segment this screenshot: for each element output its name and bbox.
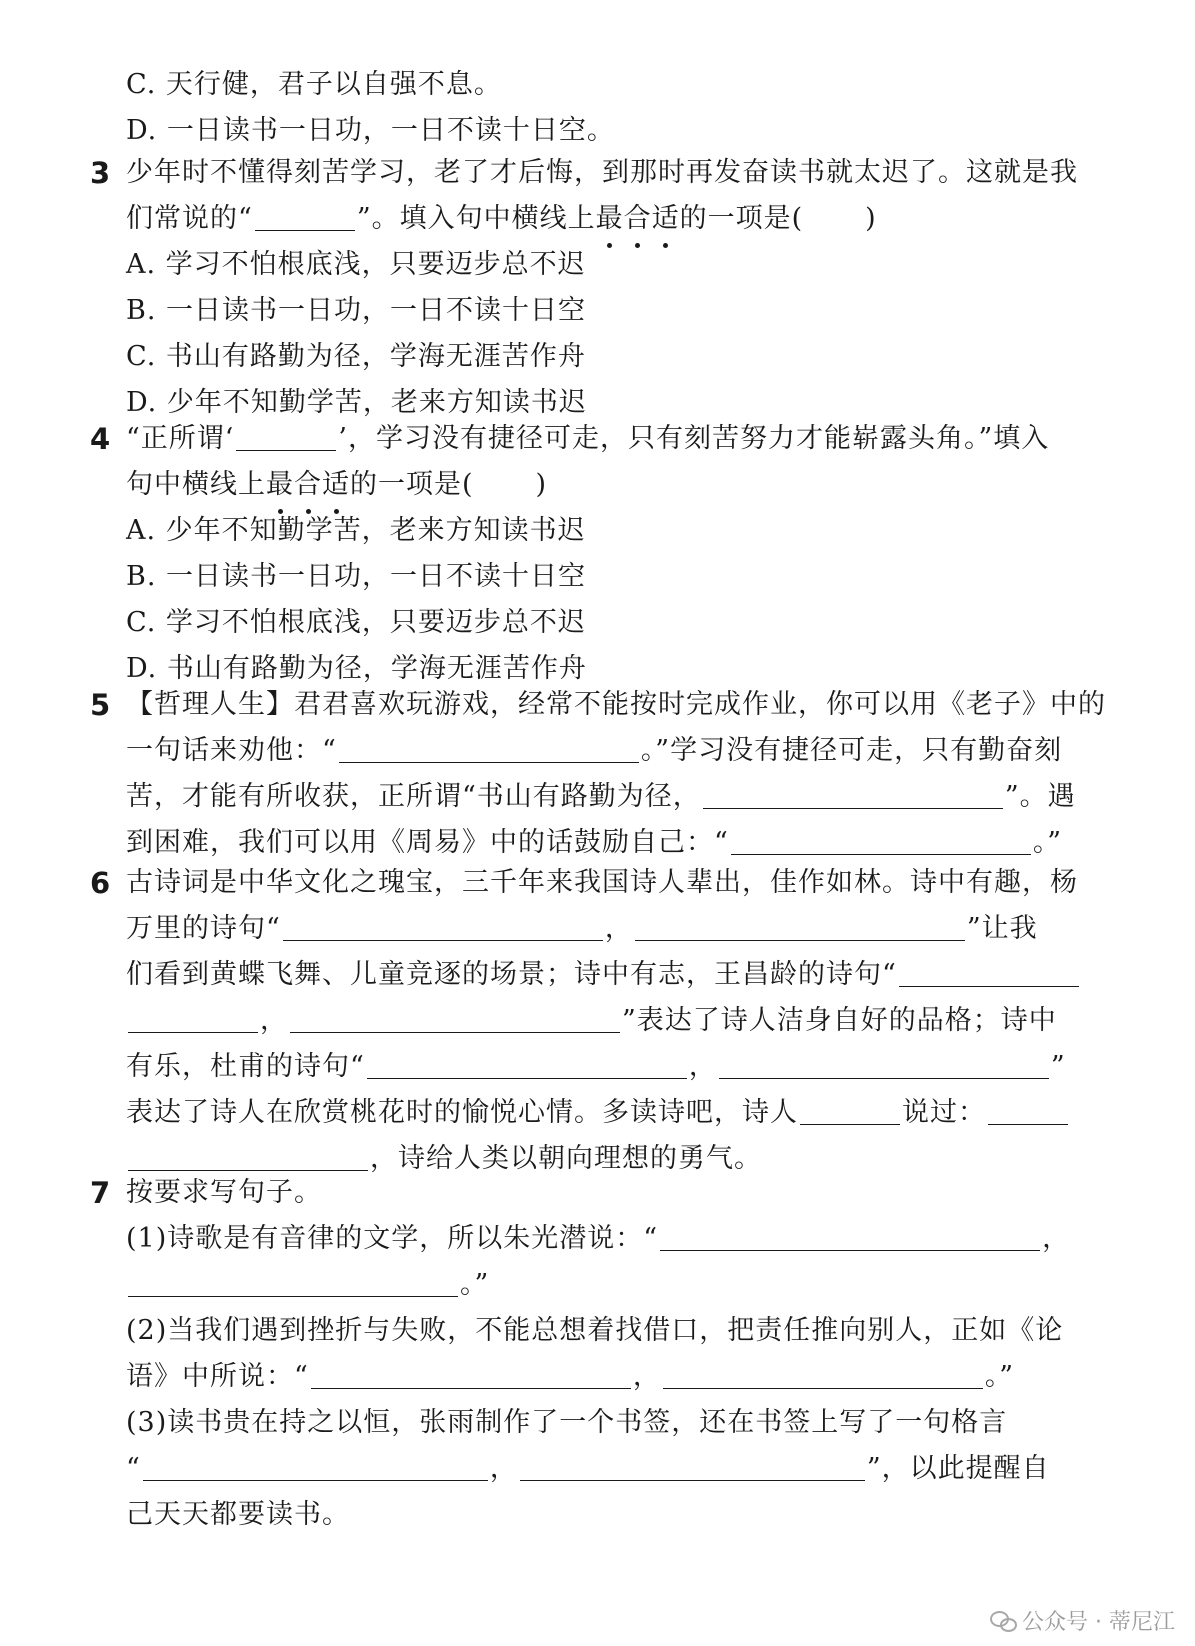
question-5 <box>90 682 1106 866</box>
q3-option-a[interactable]: A. 学习不怕根底浅，只要迈步总不迟 <box>126 249 586 280</box>
q4-text: 句中横线上 <box>126 469 266 500</box>
q7-p3-blank-1[interactable] <box>143 1450 488 1481</box>
question-number: 5 <box>90 688 111 722</box>
q4-text: “正所谓‘ <box>126 423 235 454</box>
emphasis-char: 最 <box>266 462 294 508</box>
q7-part-1-line-2 <box>126 1262 1090 1308</box>
q6-text: 有乐，杜甫的诗句“ <box>126 1051 365 1082</box>
question-4 <box>90 416 1090 692</box>
q2-option-d: D. 一日读书一日功，一日不读十日空。 <box>126 115 615 146</box>
q3-option-b[interactable]: B. 一日读书一日功，一日不读十日空 <box>126 295 587 326</box>
q6-line-5 <box>126 1044 1090 1090</box>
q6-text: ”表达了诗人洁身自好的品格；诗中 <box>622 1005 1057 1036</box>
q5-line-1: 【哲理人生】君君喜欢玩游戏，经常不能按时完成作业，你可以用《老子》中的 <box>126 689 1106 720</box>
q5-line-2 <box>126 728 1090 774</box>
q7-text: 语》中所说：“ <box>126 1361 309 1392</box>
q5-blank-1[interactable] <box>339 732 639 763</box>
q6-blank-2[interactable] <box>635 910 965 941</box>
q6-blank-1[interactable] <box>283 910 603 941</box>
q4-stem-line-1 <box>126 416 1090 462</box>
q6-text: 表达了诗人在欣赏桃花时的愉悦心情。多读诗吧，诗人 <box>126 1097 798 1128</box>
question-number: 7 <box>90 1176 111 1210</box>
q6-blank-5[interactable] <box>367 1048 687 1079</box>
q7-text: ， <box>632 1361 661 1392</box>
q6-blank-quote-cont[interactable] <box>128 1140 368 1171</box>
q6-blank-3-cont[interactable] <box>128 1002 258 1033</box>
q5-text: 苦，才能有所收获，正所谓“书山有路勤为径， <box>126 781 701 812</box>
q7-part-1-line-1 <box>126 1216 1090 1262</box>
q6-text: 说过： <box>902 1097 986 1128</box>
q6-line-6 <box>126 1090 1090 1136</box>
q7-part-3-line-3: 己天天都要读书。 <box>126 1499 350 1530</box>
q4-option-d[interactable]: D. 书山有路勤为径，学海无涯苦作舟 <box>126 653 587 684</box>
q6-blank-3[interactable] <box>899 956 1079 987</box>
q6-line-4 <box>126 998 1090 1044</box>
q6-text: ， <box>604 913 633 944</box>
emphasis-char: 适 <box>652 196 680 242</box>
q7-instruction: 按要求写句子。 <box>126 1177 322 1208</box>
q5-text: 。”学习没有捷径可走，只有勤奋刻 <box>640 735 1063 766</box>
q6-blank-4[interactable] <box>290 1002 620 1033</box>
q4-option-c[interactable]: C. 学习不怕根底浅，只要迈步总不迟 <box>126 607 586 638</box>
q6-line-3 <box>126 952 1090 998</box>
q6-line-2 <box>126 906 1090 952</box>
q7-part-2-line-2 <box>126 1354 1090 1400</box>
q6-line-1: 古诗词是中华文化之瑰宝，三千年来我国诗人辈出，佳作如林。诗中有趣，杨 <box>126 867 1078 898</box>
question-6 <box>90 860 1090 1182</box>
q7-text: ， <box>489 1453 518 1484</box>
q7-part-3-line-2 <box>126 1446 1090 1492</box>
q2-option-c: C. 天行健，君子以自强不息。 <box>126 69 502 100</box>
q5-text: ”。遇 <box>1004 781 1076 812</box>
q3-option-d[interactable]: D. 少年不知勤学苦，老来方知读书迟 <box>126 387 587 418</box>
q7-text: ， <box>1042 1223 1071 1254</box>
question-2-tail <box>90 62 1090 154</box>
watermark <box>990 1605 1175 1636</box>
q3-option-c[interactable]: C. 书山有路勤为径，学海无涯苦作舟 <box>126 341 586 372</box>
q7-part-2-line-1: (2)当我们遇到挫折与失败，不能总想着找借口，把责任推向别人，正如《论 <box>126 1315 1064 1346</box>
q3-stem-line-2 <box>126 196 1090 242</box>
question-3 <box>90 150 1090 426</box>
q7-p1-blank-2[interactable] <box>128 1266 458 1297</box>
q3-text: 的一项是( <box>679 203 804 234</box>
q3-stem-line-1: 少年时不懂得刻苦学习，老了才后悔，到那时再发奋读书就太迟了。这就是我 <box>126 157 1078 188</box>
q4-option-b[interactable]: B. 一日读书一日功，一日不读十日空 <box>126 561 587 592</box>
q3-fill-blank[interactable] <box>255 200 355 231</box>
emphasis-char: 合 <box>624 196 652 242</box>
q4-text: 的一项是( <box>350 469 474 500</box>
q6-text: ，诗给人类以朝向理想的勇气。 <box>370 1143 762 1174</box>
q5-blank-3[interactable] <box>731 824 1031 855</box>
emphasis-char: 合 <box>294 462 322 508</box>
q7-text: 。” <box>984 1361 1015 1392</box>
wechat-icon <box>990 1611 1016 1631</box>
q6-blank-quote[interactable] <box>988 1094 1068 1125</box>
q5-text: 到困难，我们可以用《周易》中的话鼓励自己：“ <box>126 827 729 858</box>
q6-text: 万里的诗句“ <box>126 913 281 944</box>
q7-p2-blank-2[interactable] <box>663 1358 983 1389</box>
q4-option-a[interactable]: A. 少年不知勤学苦，老来方知读书迟 <box>126 515 586 546</box>
q6-blank-6[interactable] <box>719 1048 1049 1079</box>
q4-fill-blank[interactable] <box>236 420 336 451</box>
q5-text: 一句话来劝他：“ <box>126 735 337 766</box>
q6-text: ， <box>260 1005 288 1036</box>
q3-text: ) <box>865 203 877 234</box>
emphasis-char: 最 <box>596 196 624 242</box>
q6-text: ， <box>688 1051 717 1082</box>
question-number: 3 <box>90 156 111 190</box>
question-number: 4 <box>90 422 111 456</box>
question-number: 6 <box>90 866 111 900</box>
q7-p3-blank-2[interactable] <box>520 1450 865 1481</box>
q3-text: ”。填入句中横线上 <box>356 203 596 234</box>
q7-text: ”，以此提醒自 <box>866 1453 1050 1484</box>
q4-text: ’，学习没有捷径可走，只有刻苦努力才能崭露头角。”填入 <box>338 423 1050 454</box>
q6-blank-poet[interactable] <box>800 1094 900 1125</box>
q7-text: 。” <box>460 1269 490 1300</box>
q7-p2-blank-1[interactable] <box>311 1358 631 1389</box>
q7-p1-blank-1[interactable] <box>660 1220 1040 1251</box>
q6-text: ” <box>1050 1051 1066 1082</box>
q7-text: “ <box>126 1453 141 1484</box>
q3-text: 们常说的“ <box>126 203 253 234</box>
q7-text: (1)诗歌是有音律的文学，所以朱光潜说：“ <box>126 1223 659 1254</box>
q6-text: 们看到黄蝶飞舞、儿童竞逐的场景；诗中有志，王昌龄的诗句“ <box>126 959 897 990</box>
watermark-text: 公众号 · 蒂尼江 <box>1022 1610 1175 1635</box>
q7-part-3-line-1: (3)读书贵在持之以恒，张雨制作了一个书签，还在书签上写了一句格言 <box>126 1407 1008 1438</box>
emphasis-char: 适 <box>322 462 350 508</box>
question-7 <box>90 1170 1090 1538</box>
q5-blank-2[interactable] <box>703 778 1003 809</box>
q4-text: ) <box>535 469 548 500</box>
q5-text: 。” <box>1032 827 1063 858</box>
q5-line-3 <box>126 774 1090 820</box>
q4-stem-line-2 <box>126 462 1090 508</box>
q6-text: ”让我 <box>966 913 1038 944</box>
